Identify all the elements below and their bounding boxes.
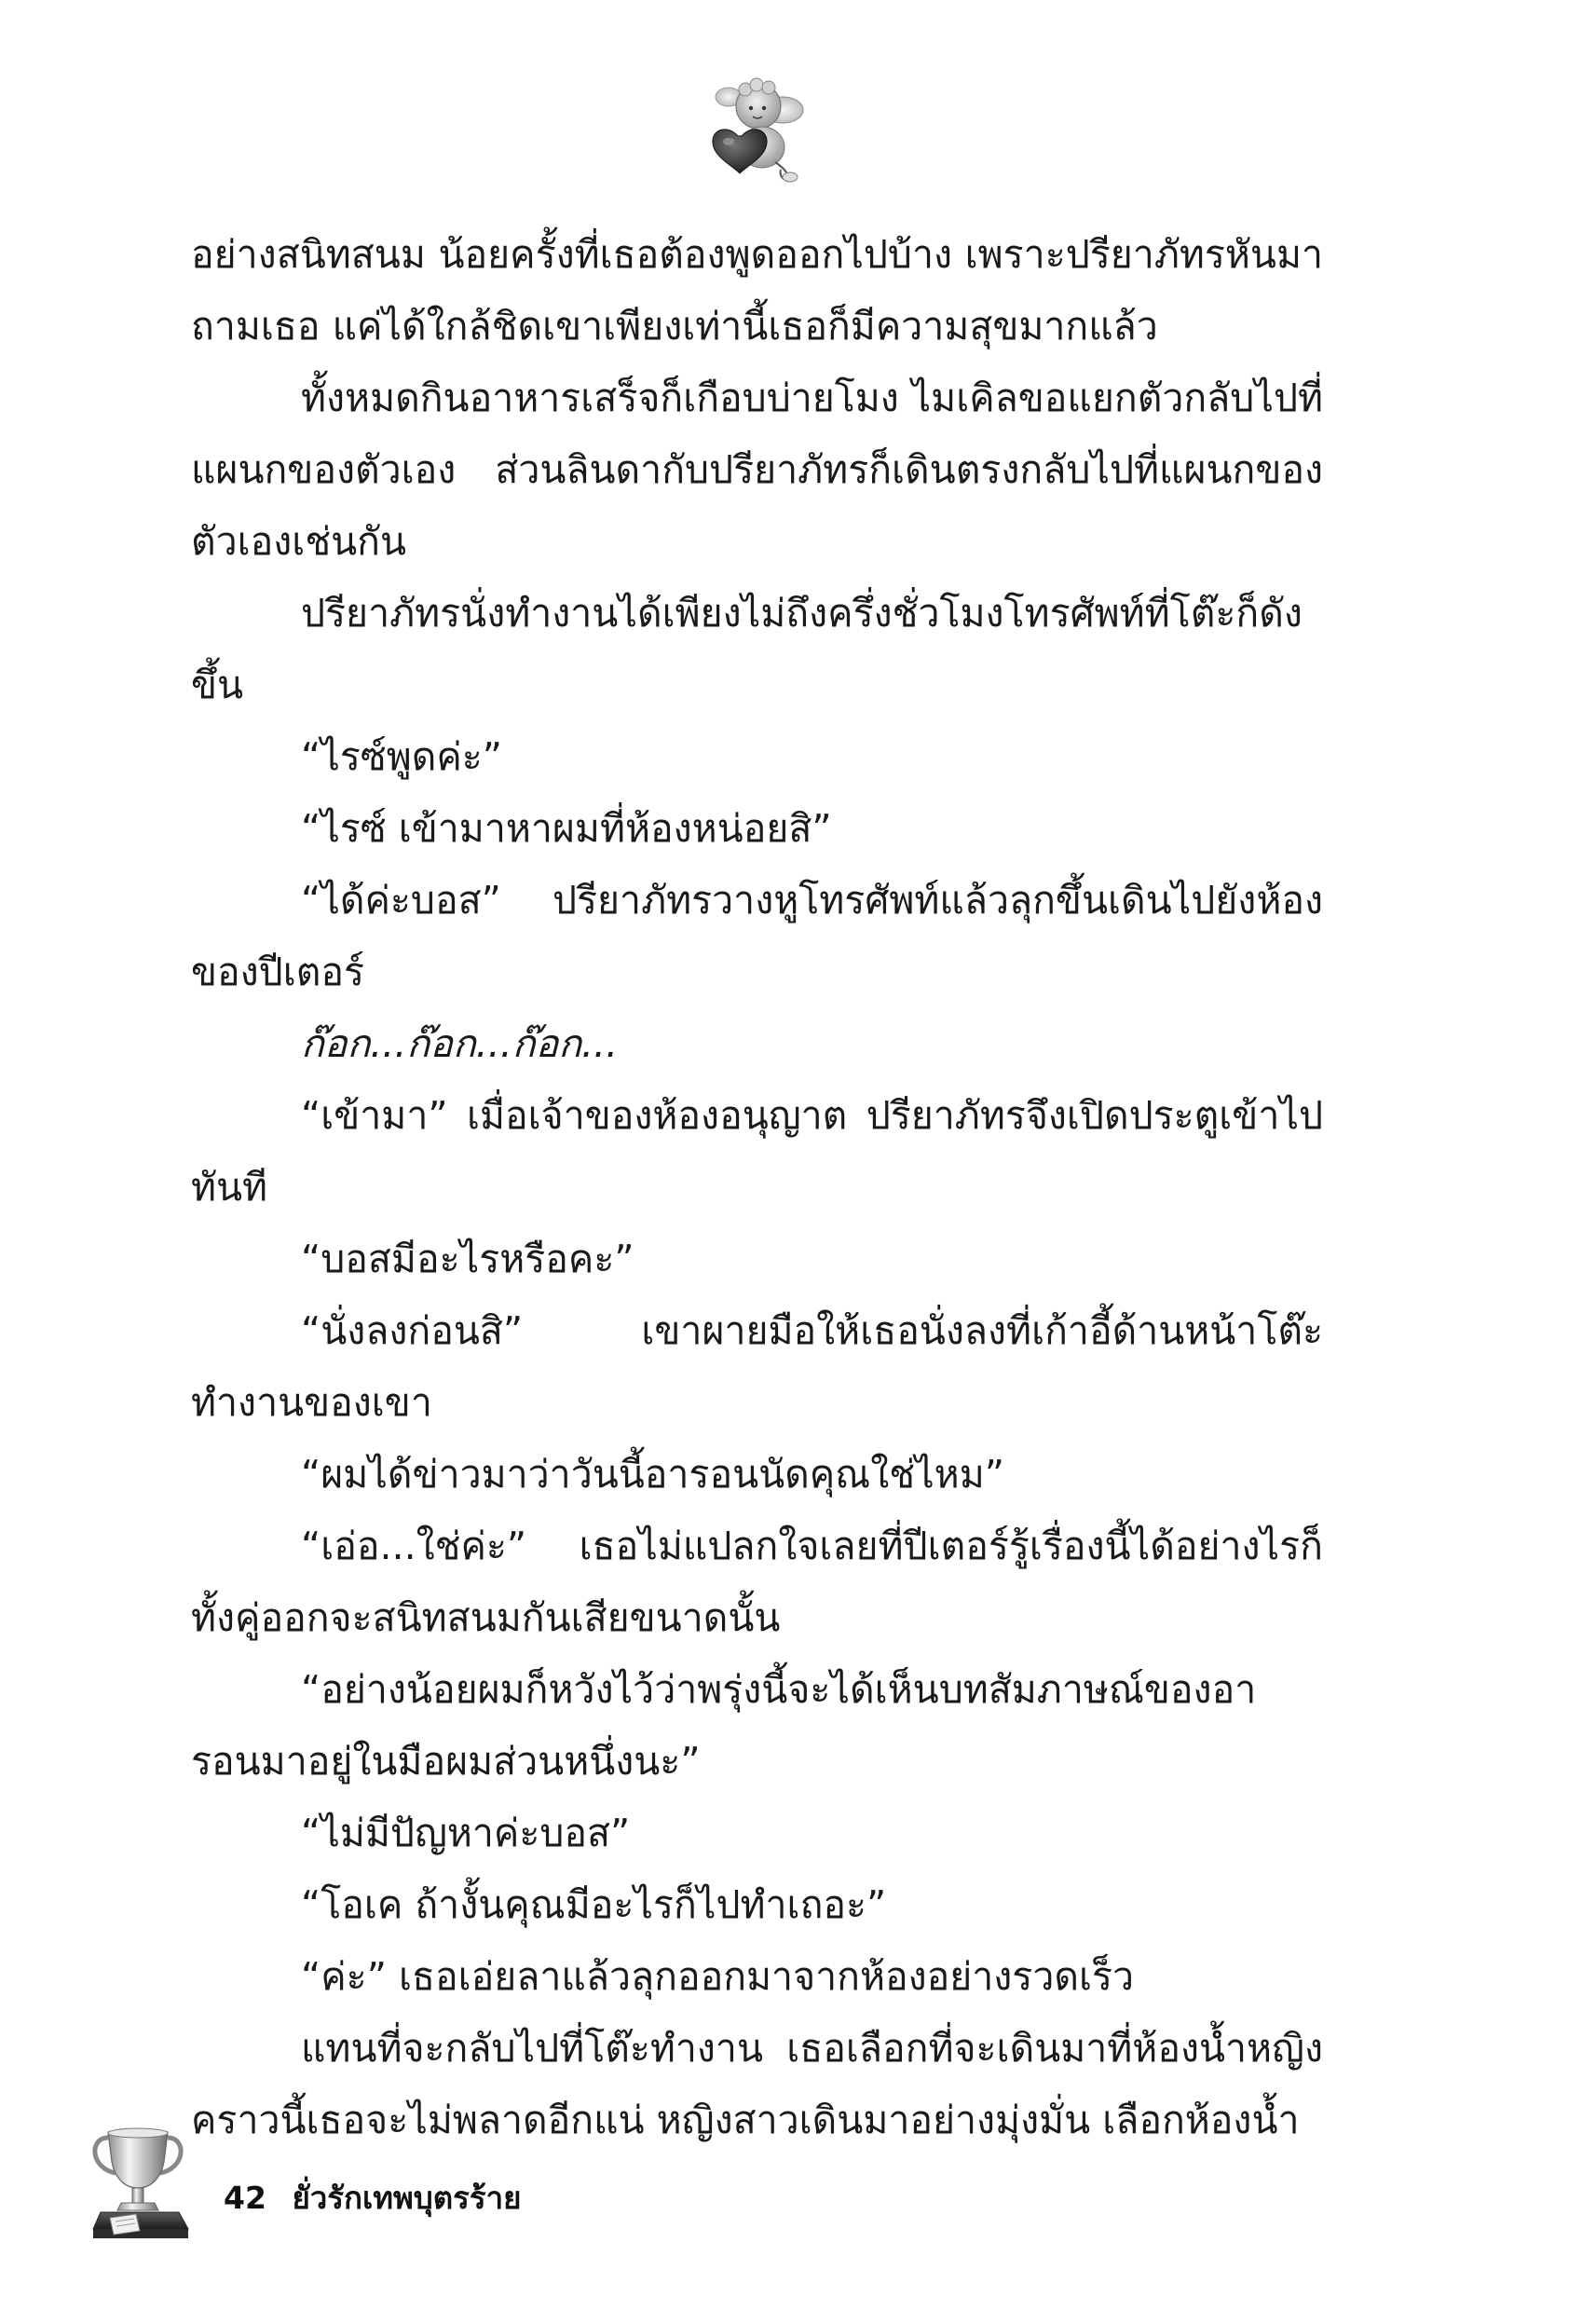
page-footer: [82, 2125, 734, 2246]
dialogue-line: “ไรซ์ เข้ามาหาผมที่ห้องหน่อยสิ”: [301, 806, 832, 851]
paragraph: “เอ่อ...ใช่ค่ะ” เธอไม่แปลกใจเลยที่ปีเตอร์รู้เรื่องนี้ได้อย่างไรก็ทั้งคู่ออกจะสนิทสนมกันเสียขนาดนั้น: [191, 1524, 1323, 1640]
trophy-icon: [82, 2125, 203, 2246]
paragraph: อย่างสนิทสนม น้อยครั้งที่เธอต้องพูดออกไปบ้าง เพราะปรียาภัทรหันมาถามเธอ แค่ได้ใกล้ชิดเขาเพียงเท่านี้เธอก็มีความสุขมากแล้ว: [191, 232, 1323, 349]
paragraph: ทั้งหมดกินอาหารเสร็จก็เกือบบ่ายโมง ไมเคิลขอแยกตัวกลับไปที่แผนกของตัวเอง ส่วนลินดากับปรียาภัทรก็เดินตรงกลับไปที่แผนกของตัวเองเช่นกัน: [191, 376, 1323, 564]
dialogue-line: “ไม่มีปัญหาค่ะบอส”: [301, 1811, 631, 1855]
book-title: ยั่วรักเทพบุตรร้าย: [292, 2180, 522, 2216]
cupid-heart-icon: [701, 73, 812, 185]
page-body: [191, 219, 1323, 2156]
dialogue-line: “บอสมีอะไรหรือคะ”: [301, 1237, 634, 1281]
dialogue-line: “ผมได้ข่าวมาว่าวันนี้อารอนนัดคุณใช่ไหม”: [301, 1452, 1004, 1497]
dialogue-line: “โอเค ถ้างั้นคุณมีอะไรก็ไปทำเถอะ”: [301, 1882, 887, 1927]
knock-sound-line: ก๊อก...ก๊อก...ก๊อก...: [301, 1021, 619, 1066]
page-folio: [224, 2173, 522, 2222]
dialogue-line: “ค่ะ” เธอเอ่ยลาแล้วลุกออกมาจากห้องอย่างรวดเร็ว: [301, 1954, 1135, 1999]
paragraph: “นั่งลงก่อนสิ” เขาผายมือให้เธอนั่งลงที่เก้าอี้ด้านหน้าโต๊ะทำงานของเขา: [191, 1308, 1323, 1425]
paragraph: “ได้ค่ะบอส” ปรียาภัทรวางหูโทรศัพท์แล้วลุกขึ้นเดินไปยังห้องของปีเตอร์: [191, 878, 1323, 994]
dialogue-line: “ไรซ์พูดค่ะ”: [301, 734, 503, 779]
paragraph: แทนที่จะกลับไปที่โต๊ะทำงาน เธอเลือกที่จะเดินมาที่ห้องน้ำหญิงคราวนี้เธอจะไม่พลาดอีกแน่ หญิงสาวเดินมาอย่างมุ่งมั่น เลือกห้องน้ำ: [191, 2026, 1323, 2142]
page-number: 42: [224, 2180, 266, 2216]
paragraph: ปรียาภัทรนั่งทำงานได้เพียงไม่ถึงครึ่งชั่วโมงโทรศัพท์ที่โต๊ะก็ดังขึ้น: [191, 591, 1303, 707]
paragraph: “อย่างน้อยผมก็หวังไว้ว่าพรุ่งนี้จะได้เห็นบทสัมภาษณ์ของอารอนมาอยู่ในมือผมส่วนหนึ่งนะ”: [191, 1667, 1257, 1784]
paragraph: “เข้ามา” เมื่อเจ้าของห้องอนุญาต ปรียาภัทรจึงเปิดประตูเข้าไปทันที: [191, 1093, 1323, 1210]
